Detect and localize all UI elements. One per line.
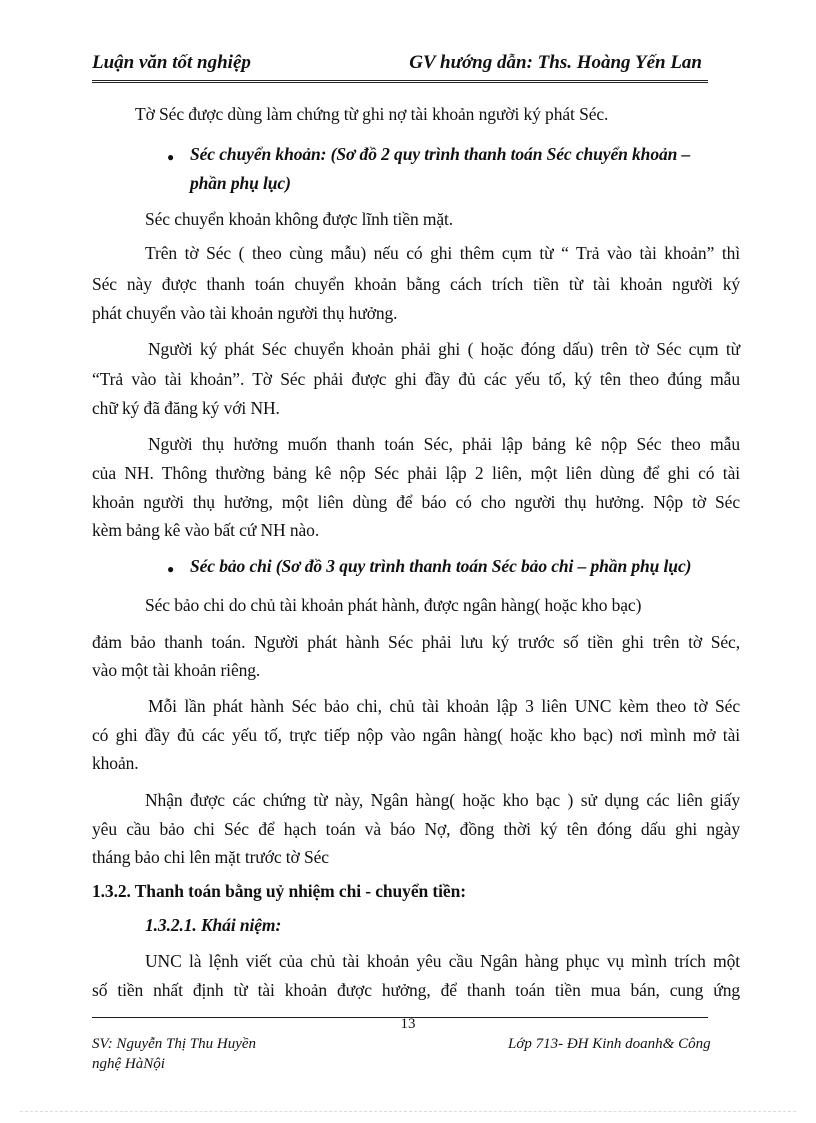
paragraph-line: Mỗi lần phát hành Séc bảo chi, chủ tài khoản lập 3 liên UNC kèm theo tờ Séc [148,696,740,716]
bullet-icon: ● [167,150,175,164]
footer-class: Lớp 713- ĐH Kinh doanh& Công [508,1036,711,1052]
bullet-heading: Séc chuyển khoản: (Sơ đồ 2 quy trình thanh toán Séc chuyển khoản – [190,144,691,164]
paragraph-line: vào một tài khoản riêng. [92,660,261,680]
paragraph-line: Tờ Séc được dùng làm chứng từ ghi nợ tài khoản người ký phát Séc. [135,104,609,124]
paragraph-line: khoản người thụ hưởng, một liên dùng để báo có cho người thụ hưởng. Nộp tờ Séc [92,492,740,512]
footer-school-cont: nghệ HàNội [92,1056,165,1072]
paragraph-line: có ghi đầy đủ các yếu tố, trực tiếp nộp vào ngân hàng( hoặc kho bạc) nơi mình mở tài [92,725,740,745]
header-thesis-title: Luận văn tốt nghiệp [92,52,251,73]
header-advisor: GV hướng dẫn: Ths. Hoàng Yến Lan [409,52,702,73]
paragraph-line: tháng bảo chi lên mặt trước tờ Séc [92,847,329,867]
paragraph-line: Séc chuyển khoản không được lĩnh tiền mặt. [145,209,454,229]
paragraph-line: Nhận được các chứng từ này, Ngân hàng( hoặc kho bạc ) sử dụng các liên giấy [145,790,740,810]
paragraph-line: khoản. [92,753,139,773]
paragraph-line: của NH. Thông thường bảng kê nộp Séc phải lập 2 liên, một liên dùng để ghi có tài [92,463,740,483]
paragraph-line: Séc bảo chi do chủ tài khoản phát hành, được ngân hàng( hoặc kho bạc) [145,595,642,615]
paragraph-line: chữ ký đã đăng ký với NH. [92,398,280,418]
paragraph-line: UNC là lệnh viết của chủ tài khoản yêu cầu Ngân hàng phục vụ mình trích một [145,951,740,971]
paragraph-line: Trên tờ Séc ( theo cùng mẫu) nếu có ghi thêm cụm từ “ Trả vào tài khoản” thì [145,243,740,263]
paragraph-line: đảm bảo thanh toán. Người phát hành Séc phải lưu ký trước số tiền ghi trên tờ Séc, [92,632,740,652]
paragraph-line: “Trả vào tài khoản”. Tờ Séc phải được ghi đầy đủ các yếu tố, ký tên theo đúng mẫu [92,369,740,389]
paragraph-line: Người ký phát Séc chuyển khoản phải ghi ( hoặc đóng dấu) trên tờ Séc cụm từ [148,339,740,359]
paragraph-line: Séc này được thanh toán chuyển khoản bằng cách trích tiền từ tài khoản người ký [92,274,740,294]
paragraph-line: kèm bảng kê vào bất cứ NH nào. [92,520,320,540]
subsection-heading: 1.3.2.1. Khái niệm: [145,915,282,935]
bullet-icon: ● [167,562,175,576]
paragraph-line: yêu cầu bảo chi Séc để hạch toán và báo Nợ, đồng thời ký tên đóng dấu ghi ngày [92,819,740,839]
page-edge-divider [20,1111,796,1112]
paragraph-line: phát chuyển vào tài khoản người thụ hưởng. [92,303,398,323]
page-number: 13 [400,1016,416,1032]
footer-student: SV: Nguyễn Thị Thu Huyền [92,1036,257,1052]
paragraph-line: Người thụ hưởng muốn thanh toán Séc, phải lập bảng kê nộp Séc theo mẫu [148,434,740,454]
paragraph-line: số tiền nhất định từ tài khoản được hưởng, để thanh toán tiền mua bán, cung ứng [92,980,740,1000]
page-header [92,50,708,83]
bullet-heading: Séc bảo chi (Sơ đồ 3 quy trình thanh toán Séc bảo chi – phần phụ lục) [190,556,692,576]
bullet-heading-cont: phần phụ lục) [190,173,291,193]
section-heading: 1.3.2. Thanh toán bằng uỷ nhiệm chi - chuyển tiền: [92,881,466,901]
